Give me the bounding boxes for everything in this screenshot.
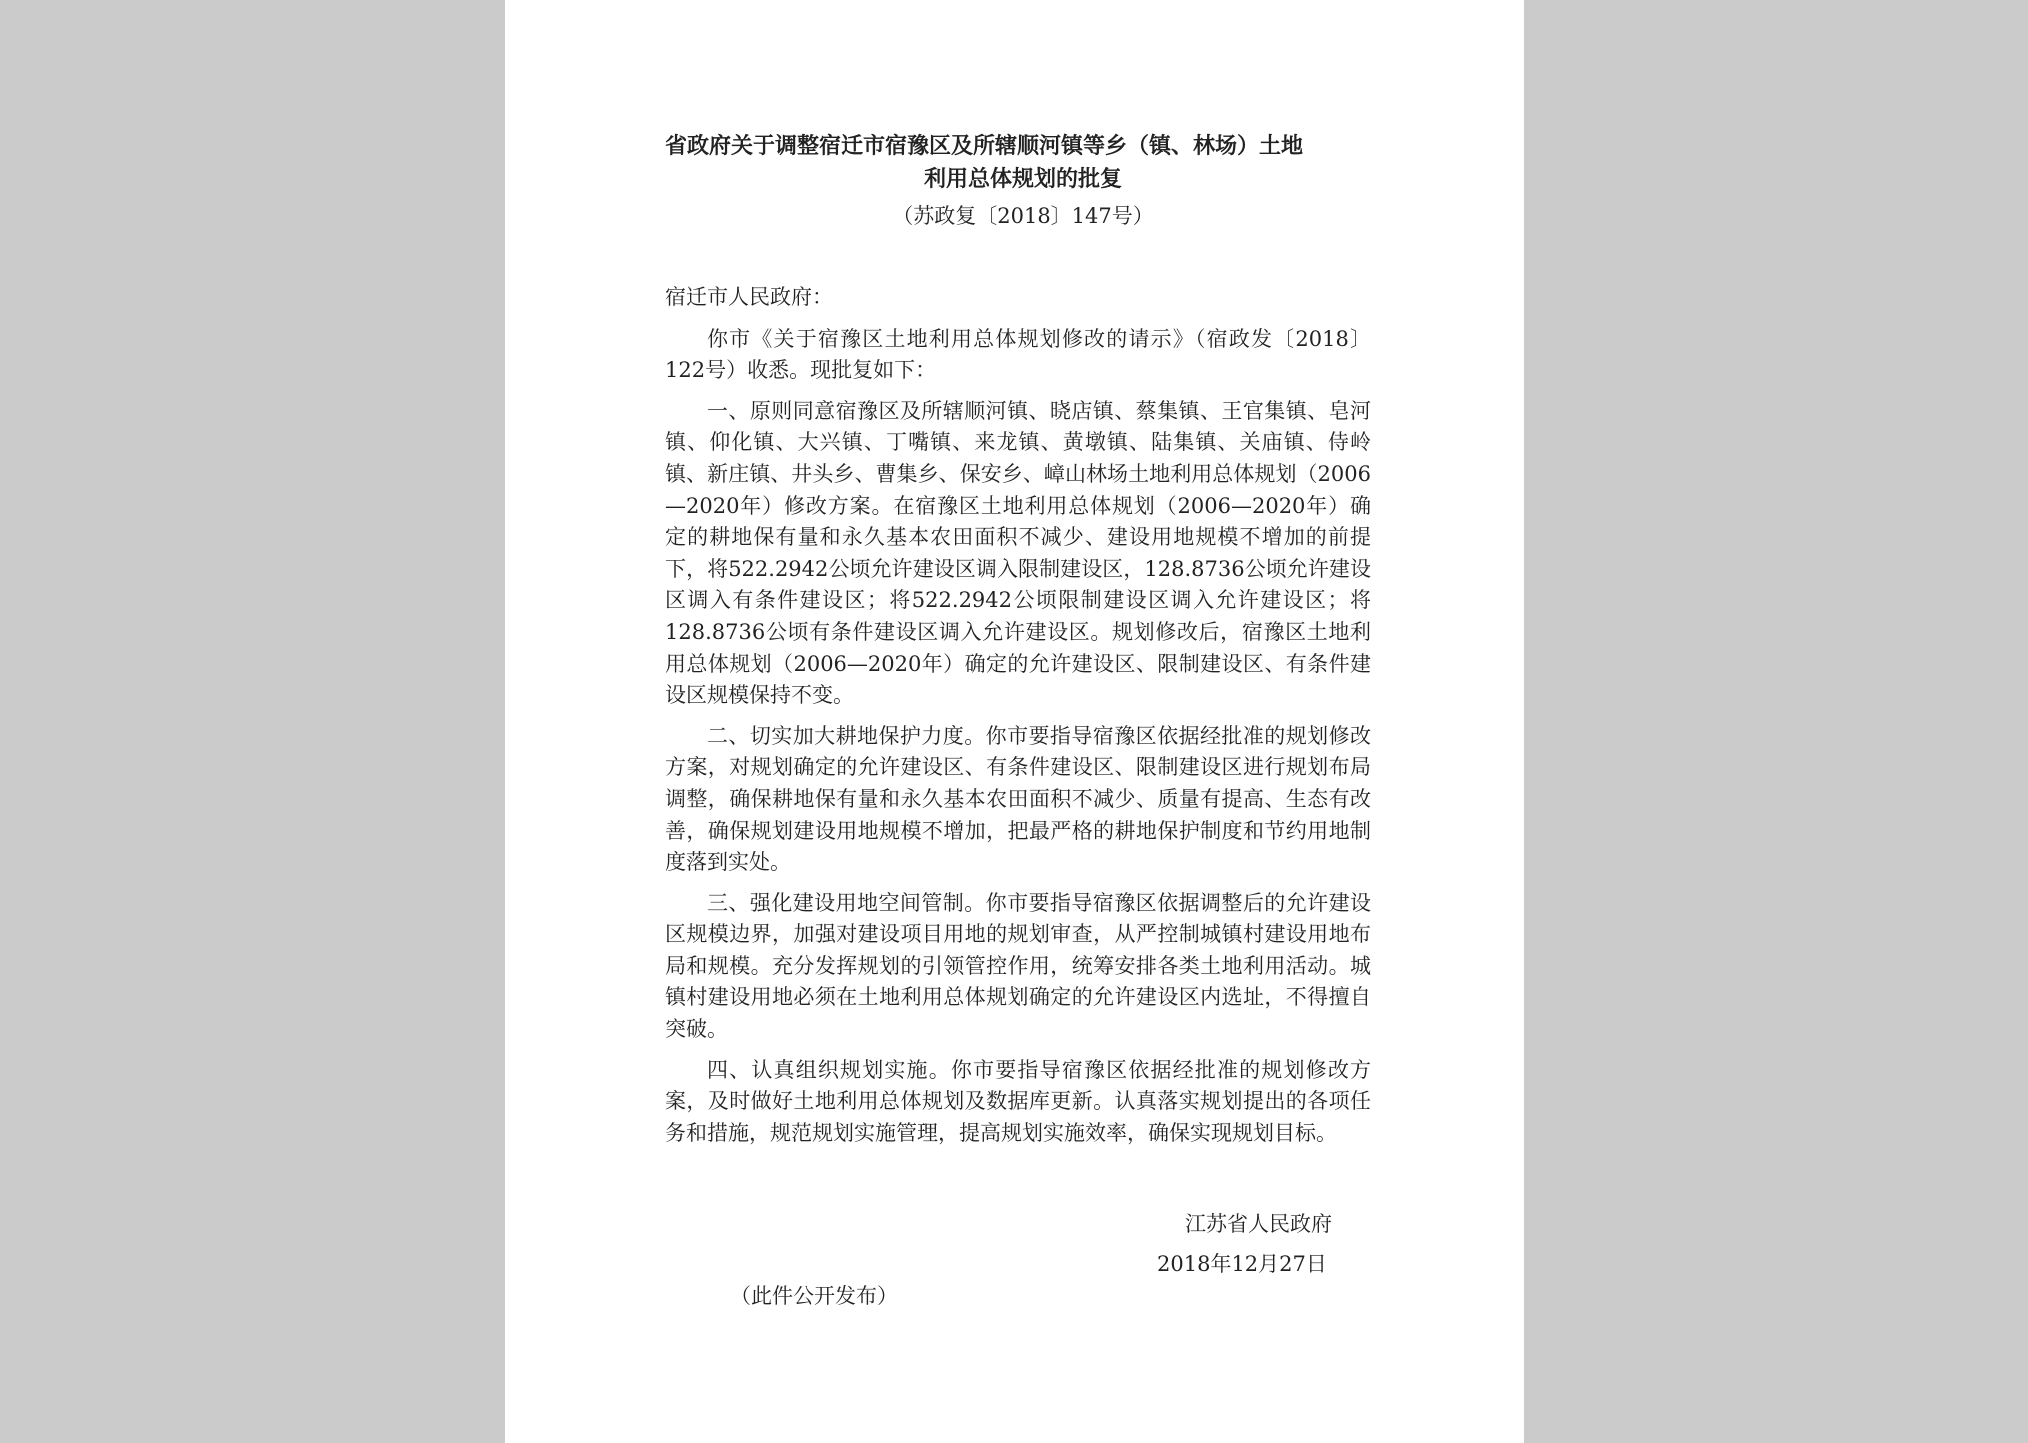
document-body <box>665 282 1371 1158</box>
paragraph-1: 一、原则同意宿豫区及所辖顺河镇、晓店镇、蔡集镇、王官集镇、皂河镇、仰化镇、大兴镇、丁嘴镇、来龙镇、黄墩镇、陆集镇、关庙镇、侍岭镇、新庄镇、井头乡、曹集乡、保安乡、嶂山林场土地利用总体规划（2006—2020年）修改方案。在宿豫区土地利用总体规划（2006—2020年）确定的耕地保有量和永久基本农田面积不减少、建设用地规模不增加的前提下，将522.2942公顷允许建设区调入限制建设区，128.8736公顷允许建设区调入有条件建设区；将522.2942公顷限制建设区调入允许建设区；将128.8736公顷有条件建设区调入允许建设区。规划修改后，宿豫区土地利用总体规划（2006—2020年）确定的允许建设区、限制建设区、有条件建设区规模保持不变。 <box>665 398 1371 708</box>
paragraph-3: 三、强化建设用地空间管制。你市要指导宿豫区依据调整后的允许建设区规模边界，加强对建设项目用地的规划审查，从严控制城镇村建设用地布局和规模。充分发挥规划的引领管控作用，统筹安排各类土地利用活动。城镇村建设用地必须在土地利用总体规划确定的允许建设区内选址，不得擅自突破。 <box>665 890 1371 1042</box>
document-title <box>665 130 1381 196</box>
publish-note: （此件公开发布） <box>730 1284 898 1308</box>
document-number: （苏政复〔2018〕147号） <box>892 204 1154 228</box>
paragraph-4: 四、认真组织规划实施。你市要指导宿豫区依据经批准的规划修改方案，及时做好土地利用总体规划及数据库更新。认真落实规划提出的各项任务和措施，规范规划实施管理，提高规划实施效率，确保实现规划目标。 <box>665 1057 1371 1145</box>
document-page <box>505 0 1524 1443</box>
title-line-1: 省政府关于调整宿迁市宿豫区及所辖顺河镇等乡（镇、林场）土地 <box>665 133 1304 159</box>
paragraph-2: 二、切实加大耕地保护力度。你市要指导宿豫区依据经批准的规划修改方案，对规划确定的允许建设区、有条件建设区、限制建设区进行规划布局调整，确保耕地保有量和永久基本农田面积不减少、质量有提高、生态有改善，确保规划建设用地规模不增加，把最严格的耕地保护制度和节约用地制度落到实处。 <box>665 723 1371 875</box>
signature-organization: 江苏省人民政府 <box>1185 1212 1332 1236</box>
addressee: 宿迁市人民政府： <box>665 285 833 309</box>
signature-date: 2018年12月27日 <box>1157 1252 1327 1276</box>
paragraph-intro: 你市《关于宿豫区土地利用总体规划修改的请示》（宿政发〔2018〕122号）收悉。现批复如下： <box>665 326 1371 383</box>
title-line-2: 利用总体规划的批复 <box>923 166 1122 192</box>
